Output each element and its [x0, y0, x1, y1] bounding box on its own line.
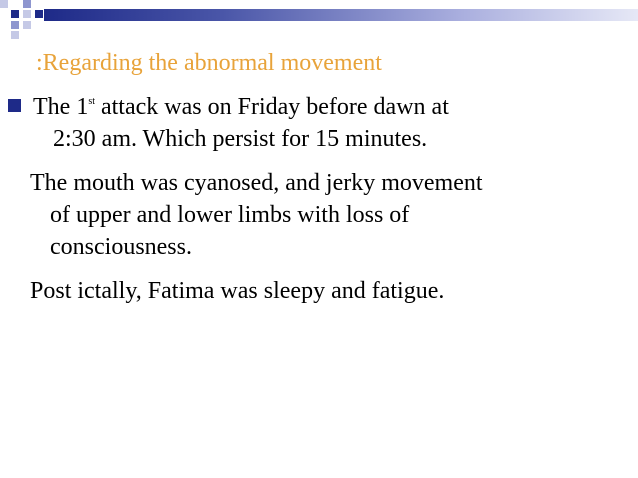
paragraph-mouth-line-3: consciousness. [50, 234, 192, 260]
square-bullet-icon [8, 99, 21, 112]
bullet-line-2: 2:30 am. Which persist for 15 minutes. [53, 126, 428, 152]
deco-square [23, 10, 31, 18]
deco-square [35, 10, 43, 18]
bullet-paragraph [33, 91, 593, 155]
deco-square [11, 10, 19, 18]
header-bar [44, 9, 638, 21]
bullet-line-1 [33, 91, 593, 123]
deco-square [11, 21, 19, 29]
bullet-line-1-pre: The 1 [33, 94, 89, 120]
paragraph-mouth [30, 167, 620, 263]
ordinal-suffix: st [88, 96, 95, 107]
paragraph-post-ictal-line: Post ictally, Fatima was sleepy and fatigue. [30, 278, 445, 304]
deco-square [0, 0, 8, 8]
paragraph-post-ictal [30, 275, 620, 307]
slide-heading: :Regarding the abnormal movement [36, 50, 382, 76]
bullet-line-1-post: attack was on Friday before dawn at [94, 94, 449, 120]
deco-square [23, 0, 31, 8]
deco-square [23, 21, 31, 29]
paragraph-mouth-line-2: of upper and lower limbs with loss of [50, 202, 410, 228]
deco-square [11, 31, 19, 39]
paragraph-mouth-line-1: The mouth was cyanosed, and jerky movement [30, 170, 483, 196]
